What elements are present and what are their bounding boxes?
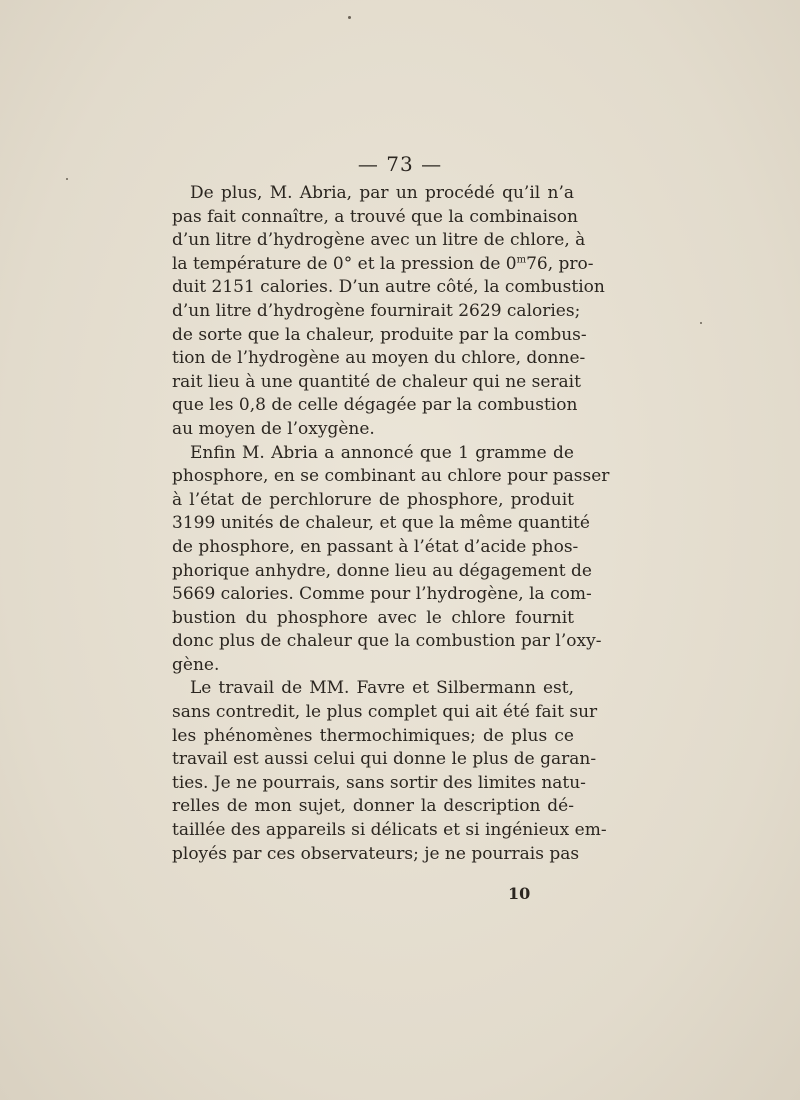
- text-line: la température de 0° et la pression de 0$^m$76, pro-: [172, 253, 594, 274]
- text-line: pas fait connaître, a trouvé que la combinaison: [172, 206, 578, 227]
- text-line: rait lieu à une quantité de chaleur qui ne serait: [172, 371, 581, 392]
- text-line: 5669 calories. Comme pour l’hydrogène, la com-: [172, 584, 592, 605]
- text-line: les phénomènes thermochimiques; de plus ce: [172, 725, 574, 746]
- text-line: de phosphore, en passant à l’état d’acide phos-: [172, 536, 579, 557]
- text-line: Le travail de MM. Favre et Silbermann est,: [190, 678, 574, 699]
- text-line: phorique anhydre, donne lieu au dégagement de: [172, 560, 592, 581]
- text-line: ployés par ces observateurs; je ne pourrais pas: [172, 843, 580, 864]
- text-line: gène.: [172, 654, 220, 675]
- text-line: duit 2151 calories. D’un autre côté, la combustion: [172, 277, 605, 298]
- text-line: sans contredit, le plus complet qui ait été fait sur: [172, 702, 598, 723]
- paper-speck: [66, 178, 68, 180]
- text-line: travail est aussi celui qui donne le plus de garan-: [172, 749, 597, 770]
- text-line: ties. Je ne pourrais, sans sortir des limites natu-: [172, 772, 586, 793]
- signature-mark: 10: [508, 884, 531, 903]
- text-line: que les 0,8 de celle dégagée par la combustion: [172, 395, 578, 416]
- text-line: tion de l’hydrogène au moyen du chlore, donne-: [172, 348, 586, 369]
- body-text: [172, 182, 610, 866]
- paper-speck: [700, 322, 702, 324]
- paper-speck: [348, 16, 351, 19]
- text-line: donc plus de chaleur que la combustion par l’oxy-: [172, 631, 602, 652]
- text-line: Enfin M. Abria a annoncé que 1 gramme de: [190, 442, 574, 463]
- text-line: relles de mon sujet, donner la description dé-: [172, 796, 574, 817]
- page-number: — 73 —: [357, 152, 443, 176]
- text-line: taillée des appareils si délicats et si ingénieux em-: [172, 820, 607, 841]
- text-line: au moyen de l’oxygène.: [172, 418, 375, 439]
- text-line: de sorte que la chaleur, produite par la combus-: [172, 324, 587, 345]
- text-line: bustion du phosphore avec le chlore fournit: [172, 607, 574, 628]
- text-line: d’un litre d’hydrogène avec un litre de chlore, à: [172, 230, 586, 251]
- text-line: à l’état de perchlorure de phosphore, produit: [172, 489, 574, 510]
- text-line: 3199 unités de chaleur, et que la même quantité: [172, 513, 590, 534]
- text-line: De plus, M. Abria, par un procédé qu’il n’a: [190, 183, 574, 203]
- text-line: d’un litre d’hydrogène fournirait 2629 calories;: [172, 300, 581, 321]
- text-line: phosphore, en se combinant au chlore pour passer: [172, 466, 610, 487]
